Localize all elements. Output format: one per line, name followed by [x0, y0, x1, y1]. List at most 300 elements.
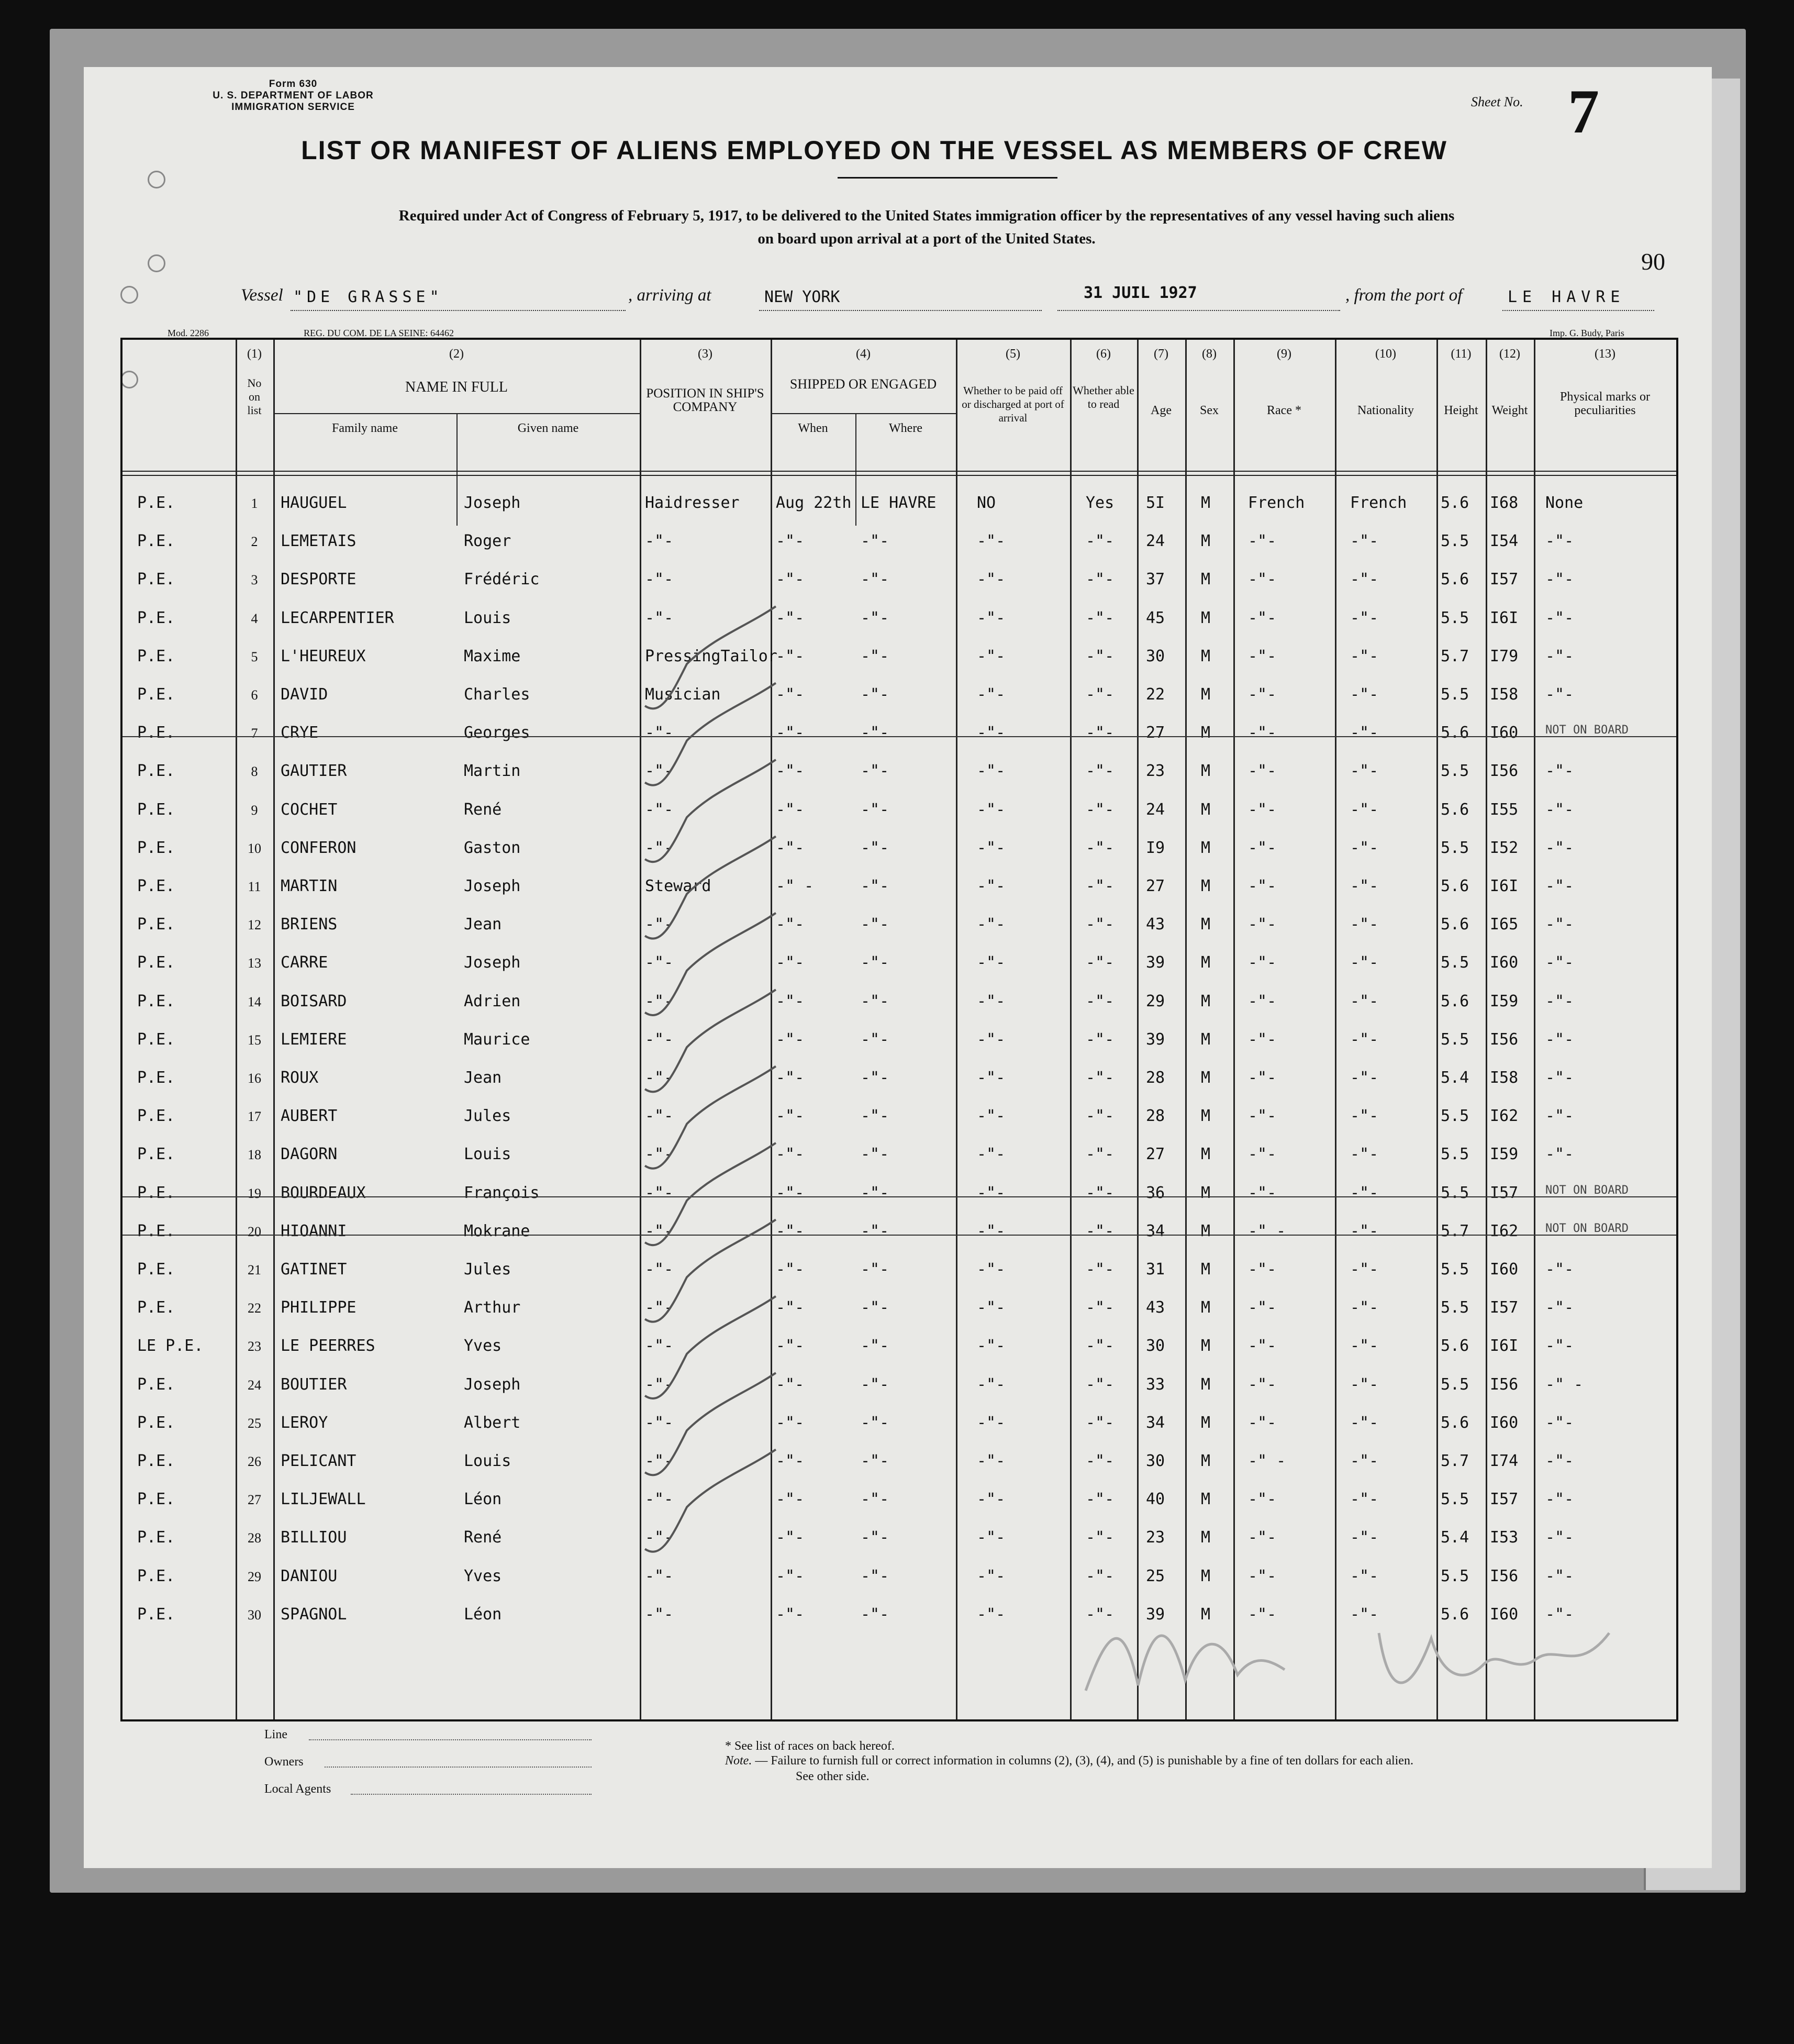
nationality-cell: -"-: [1350, 1490, 1379, 1509]
physical-marks-cell: -"-: [1545, 800, 1574, 819]
family-name-cell: GAUTIER: [281, 762, 347, 781]
height-cell: 5.6: [1441, 992, 1469, 1010]
paid-off-cell: -"-: [977, 992, 1006, 1010]
sex-cell: M: [1201, 992, 1211, 1010]
nationality-cell: -"-: [1350, 762, 1379, 781]
height-cell: 5.5: [1441, 1567, 1469, 1585]
family-name-cell: LILJEWALL: [281, 1490, 366, 1509]
col-weight: Weight: [1491, 404, 1528, 417]
paid-off-cell: -"-: [977, 1107, 1006, 1126]
race-cell: -"-: [1248, 532, 1277, 551]
age-cell: 43: [1146, 915, 1165, 934]
position-cell: -"-: [645, 1452, 674, 1470]
age-cell: 23: [1146, 762, 1165, 781]
table-row: [122, 1177, 1676, 1215]
physical-marks-cell: -"-: [1545, 532, 1574, 551]
weight-cell: I6I: [1490, 1337, 1519, 1356]
physical-marks-cell: -"-: [1545, 1528, 1574, 1547]
physical-marks-cell: -"-: [1545, 685, 1574, 704]
nationality-cell: -"-: [1350, 838, 1379, 857]
family-name-cell: BOUTIER: [281, 1375, 347, 1394]
height-cell: 5.5: [1441, 1183, 1469, 1202]
paid-off-cell: -"-: [977, 800, 1006, 819]
form-header: [194, 79, 393, 113]
shipped-when-cell: -"-: [776, 1107, 805, 1126]
given-name-cell: Frédéric: [464, 570, 540, 589]
row-number-cell: 29: [248, 1569, 261, 1584]
person-status-cell: P.E.: [137, 1069, 175, 1087]
table-row: [122, 526, 1676, 563]
shipped-where-cell: -"-: [861, 1298, 889, 1317]
age-cell: 37: [1146, 570, 1165, 589]
col-8-number: (8): [1202, 347, 1217, 361]
physical-marks-cell: -"-: [1545, 915, 1574, 934]
signature: [1065, 1570, 1641, 1717]
age-cell: 34: [1146, 1413, 1165, 1432]
vessel-info: [241, 286, 1654, 312]
footer-line-rule: [309, 1739, 592, 1740]
able-to-read-cell: -"-: [1086, 1221, 1115, 1240]
race-cell: -" -: [1248, 1452, 1286, 1470]
weight-cell: I57: [1490, 1183, 1519, 1202]
family-name-cell: DESPORTE: [281, 570, 356, 589]
shipped-when-cell: -"-: [776, 685, 805, 704]
shipped-when-cell: -"-: [776, 1030, 805, 1049]
able-to-read-cell: -"-: [1086, 1528, 1115, 1547]
row-number-cell: 23: [248, 1339, 261, 1354]
weight-cell: I60: [1490, 1413, 1519, 1432]
footer-agents-rule: [351, 1794, 592, 1795]
race-cell: -"-: [1248, 762, 1277, 781]
given-name-cell: Mokrane: [464, 1221, 530, 1240]
age-cell: 36: [1146, 1183, 1165, 1202]
person-status-cell: P.E.: [137, 494, 175, 512]
given-name-cell: François: [464, 1183, 540, 1202]
paid-off-cell: -"-: [977, 762, 1006, 781]
family-name-cell: BRIENS: [281, 915, 338, 934]
family-name-cell: DAGORN: [281, 1145, 338, 1164]
race-cell: -"-: [1248, 1030, 1277, 1049]
col-family-name: Family name: [332, 421, 398, 435]
able-to-read-cell: -"-: [1086, 608, 1115, 627]
sex-cell: M: [1201, 800, 1211, 819]
able-to-read-cell: -"-: [1086, 1605, 1115, 1624]
height-cell: 5.5: [1441, 1375, 1469, 1394]
weight-cell: I6I: [1490, 608, 1519, 627]
shipped-when-cell: -"-: [776, 1490, 805, 1509]
row-number-cell: 16: [248, 1071, 261, 1086]
age-cell: 22: [1146, 685, 1165, 704]
weight-cell: I59: [1490, 992, 1519, 1010]
age-cell: 27: [1146, 1145, 1165, 1164]
shipped-where-cell: -"-: [861, 838, 889, 857]
race-cell: -"-: [1248, 570, 1277, 589]
shipped-where-cell: -"-: [861, 532, 889, 551]
race-cell: -"-: [1248, 1337, 1277, 1356]
shipped-where-cell: LE HAVRE: [861, 494, 937, 512]
family-name-cell: SPAGNOL: [281, 1605, 347, 1624]
shipped-where-cell: -"-: [861, 1260, 889, 1279]
able-to-read-cell: -"-: [1086, 762, 1115, 781]
position-cell: -"-: [645, 1030, 674, 1049]
person-status-cell: P.E.: [137, 1183, 175, 1202]
weight-cell: I57: [1490, 1298, 1519, 1317]
weight-cell: I56: [1490, 1375, 1519, 1394]
name-subrule: [273, 413, 640, 414]
weight-cell: I56: [1490, 1030, 1519, 1049]
shipped-when-cell: -"-: [776, 1260, 805, 1279]
able-to-read-cell: -"-: [1086, 647, 1115, 665]
sex-cell: M: [1201, 1069, 1211, 1087]
row-number-cell: 24: [248, 1377, 261, 1393]
position-cell: -"-: [645, 1145, 674, 1164]
col-2-number: (2): [449, 347, 464, 361]
shipped-where-cell: -"-: [861, 1337, 889, 1356]
physical-marks-cell: None: [1545, 494, 1584, 512]
age-cell: 30: [1146, 1337, 1165, 1356]
nationality-cell: -"-: [1350, 915, 1379, 934]
able-to-read-cell: -"-: [1086, 1145, 1115, 1164]
paid-off-cell: -"-: [977, 1145, 1006, 1164]
position-cell: -"-: [645, 953, 674, 972]
height-cell: 5.5: [1441, 1298, 1469, 1317]
table-row: [122, 641, 1676, 679]
row-number-cell: 11: [248, 879, 261, 894]
person-status-cell: P.E.: [137, 647, 175, 665]
printer: Imp. G. Budy, Paris: [1550, 328, 1624, 338]
family-name-cell: BOURDEAUX: [281, 1183, 366, 1202]
family-name-cell: DAVID: [281, 685, 328, 704]
weight-cell: I59: [1490, 1145, 1519, 1164]
shipped-where-cell: -"-: [861, 1030, 889, 1049]
row-number-cell: 15: [248, 1032, 261, 1048]
table-row: [122, 832, 1676, 870]
shipped-when-cell: -"-: [776, 1413, 805, 1432]
position-cell: -"-: [645, 1413, 674, 1432]
given-name-cell: Léon: [464, 1490, 502, 1509]
physical-marks-cell: NOT ON BOARD: [1545, 1221, 1629, 1235]
height-cell: 5.5: [1441, 953, 1469, 972]
nationality-cell: -"-: [1350, 1221, 1379, 1240]
table-row: [122, 986, 1676, 1024]
position-cell: -"-: [645, 608, 674, 627]
able-to-read-cell: -"-: [1086, 1452, 1115, 1470]
nationality-cell: -"-: [1350, 1107, 1379, 1126]
shipped-where-cell: -"-: [861, 877, 889, 895]
able-to-read-cell: -"-: [1086, 1183, 1115, 1202]
paid-off-cell: -"-: [977, 1337, 1006, 1356]
footer-races-note: * See list of races on back hereof.: [725, 1739, 895, 1753]
weight-cell: I58: [1490, 1069, 1519, 1087]
age-cell: 30: [1146, 647, 1165, 665]
position-cell: -"-: [645, 762, 674, 781]
given-name-cell: Léon: [464, 1605, 502, 1624]
col-10-number: (10): [1375, 347, 1396, 361]
given-name-cell: Charles: [464, 685, 530, 704]
able-to-read-cell: -"-: [1086, 953, 1115, 972]
given-name-cell: Maxime: [464, 647, 521, 665]
nationality-cell: -"-: [1350, 724, 1379, 742]
position-cell: -"-: [645, 992, 674, 1010]
shipped-when-cell: -"-: [776, 800, 805, 819]
person-status-cell: P.E.: [137, 1030, 175, 1049]
sex-cell: M: [1201, 1567, 1211, 1585]
nationality-cell: -"-: [1350, 992, 1379, 1010]
able-to-read-cell: Yes: [1086, 494, 1115, 512]
weight-cell: I52: [1490, 838, 1519, 857]
shipped-where-cell: -"-: [861, 1183, 889, 1202]
sex-cell: M: [1201, 1221, 1211, 1240]
row-number-cell: 30: [248, 1607, 261, 1623]
given-name-cell: René: [464, 800, 502, 819]
person-status-cell: P.E.: [137, 1605, 175, 1624]
height-cell: 5.6: [1441, 1413, 1469, 1432]
physical-marks-cell: -"-: [1545, 1069, 1574, 1087]
shipped-when-cell: -"-: [776, 1183, 805, 1202]
physical-marks-cell: -"-: [1545, 838, 1574, 857]
nationality-cell: -"-: [1350, 877, 1379, 895]
physical-marks-cell: -"-: [1545, 647, 1574, 665]
row-number-cell: 10: [248, 840, 261, 856]
department: U. S. DEPARTMENT OF LABOR: [213, 90, 374, 101]
weight-cell: I60: [1490, 1605, 1519, 1624]
row-number-cell: 20: [248, 1224, 261, 1239]
race-cell: -"-: [1248, 1528, 1277, 1547]
physical-marks-cell: -"-: [1545, 1030, 1574, 1049]
nationality-cell: -"-: [1350, 570, 1379, 589]
strike-through-line: [122, 1196, 1676, 1197]
able-to-read-cell: -"-: [1086, 838, 1115, 857]
race-cell: -"-: [1248, 1605, 1277, 1624]
weight-cell: I53: [1490, 1528, 1519, 1547]
family-name-cell: MARTIN: [281, 877, 338, 895]
given-name-cell: Joseph: [464, 494, 521, 512]
person-status-cell: P.E.: [137, 992, 175, 1010]
sex-cell: M: [1201, 1183, 1211, 1202]
table-row: [122, 679, 1676, 717]
table-row: [122, 1216, 1676, 1253]
physical-marks-cell: -" -: [1545, 1375, 1584, 1394]
given-name-cell: Jean: [464, 1069, 502, 1087]
sheet-number: 7: [1568, 76, 1599, 146]
weight-cell: I54: [1490, 532, 1519, 551]
height-cell: 5.5: [1441, 685, 1469, 704]
shipped-where-cell: -"-: [861, 992, 889, 1010]
table-row: [122, 871, 1676, 908]
person-status-cell: P.E.: [137, 1145, 175, 1164]
shipped-where-cell: -"-: [861, 1567, 889, 1585]
able-to-read-cell: -"-: [1086, 877, 1115, 895]
row-number-cell: 17: [248, 1109, 261, 1125]
able-to-read-cell: -"-: [1086, 1490, 1115, 1509]
sex-cell: M: [1201, 1375, 1211, 1394]
physical-marks-cell: -"-: [1545, 570, 1574, 589]
sex-cell: M: [1201, 1298, 1211, 1317]
physical-marks-cell: -"-: [1545, 877, 1574, 895]
family-name-cell: BOISARD: [281, 992, 347, 1010]
weight-cell: I68: [1490, 494, 1519, 512]
family-name-cell: LECARPENTIER: [281, 608, 394, 627]
able-to-read-cell: -"-: [1086, 1107, 1115, 1126]
person-status-cell: P.E.: [137, 1260, 175, 1279]
able-to-read-cell: -"-: [1086, 800, 1115, 819]
page-title: LIST OR MANIFEST OF ALIENS EMPLOYED ON THE VESSEL AS MEMBERS OF CREW: [301, 136, 1447, 165]
paid-off-cell: -"-: [977, 1605, 1006, 1624]
shipped-subrule: [771, 413, 956, 414]
shipped-when-cell: -"-: [776, 724, 805, 742]
paid-off-cell: -"-: [977, 1221, 1006, 1240]
col-7-number: (7): [1154, 347, 1168, 361]
person-status-cell: P.E.: [137, 838, 175, 857]
col-age: Age: [1151, 404, 1172, 417]
person-status-cell: P.E.: [137, 1528, 175, 1547]
sex-cell: M: [1201, 494, 1211, 512]
weight-cell: I57: [1490, 1490, 1519, 1509]
col-physical-marks: Physical marks or peculiarities: [1560, 390, 1650, 417]
person-status-cell: P.E.: [137, 1452, 175, 1470]
paid-off-cell: -"-: [977, 915, 1006, 934]
given-name-cell: Yves: [464, 1567, 502, 1585]
height-cell: 5.5: [1441, 1145, 1469, 1164]
row-number-cell: 26: [248, 1454, 261, 1469]
family-name-cell: PELICANT: [281, 1452, 356, 1470]
family-name-cell: BILLIOU: [281, 1528, 347, 1547]
row-number-cell: 13: [248, 956, 261, 971]
table-row: [122, 1369, 1676, 1407]
age-cell: I9: [1146, 838, 1165, 857]
height-cell: 5.5: [1441, 1030, 1469, 1049]
race-cell: -"-: [1248, 953, 1277, 972]
shipped-where-cell: -"-: [861, 762, 889, 781]
col-13-number: (13): [1595, 347, 1615, 361]
height-cell: 5.6: [1441, 1605, 1469, 1624]
sex-cell: M: [1201, 1413, 1211, 1432]
family-name-cell: PHILIPPE: [281, 1298, 356, 1317]
shipped-when-cell: -"-: [776, 608, 805, 627]
sex-cell: M: [1201, 1490, 1211, 1509]
row-number-cell: 9: [251, 802, 258, 818]
race-cell: -"-: [1248, 685, 1277, 704]
from-label: , from the port of: [1345, 286, 1463, 305]
col-paid-off: Whether to be paid off or discharged at port of arrival: [962, 384, 1064, 424]
shipped-when-cell: -"-: [776, 915, 805, 934]
age-cell: 27: [1146, 877, 1165, 895]
position-cell: -"-: [645, 1605, 674, 1624]
col-nationality: Nationality: [1357, 404, 1414, 417]
able-to-read-cell: -"-: [1086, 915, 1115, 934]
col-height: Height: [1444, 404, 1478, 417]
col-race: Race *: [1267, 404, 1301, 417]
height-cell: 5.7: [1441, 1221, 1469, 1240]
row-number-cell: 22: [248, 1301, 261, 1316]
row-number-cell: 18: [248, 1147, 261, 1163]
race-cell: -" -: [1248, 1221, 1286, 1240]
nationality-cell: -"-: [1350, 685, 1379, 704]
table-row: [122, 1407, 1676, 1445]
position-cell: -"-: [645, 1528, 674, 1547]
race-cell: -"-: [1248, 1260, 1277, 1279]
shipped-when-cell: -"-: [776, 1298, 805, 1317]
paid-off-cell: -"-: [977, 1069, 1006, 1087]
weight-cell: I60: [1490, 953, 1519, 972]
shipped-where-cell: -"-: [861, 647, 889, 665]
shipped-when-cell: -"-: [776, 838, 805, 857]
family-name-cell: HIOANNI: [281, 1221, 347, 1240]
page-mark: 90: [1641, 248, 1665, 275]
note-label: Note.: [725, 1754, 752, 1768]
weight-cell: I56: [1490, 762, 1519, 781]
table-row: [122, 1484, 1676, 1521]
shipped-where-cell: -"-: [861, 915, 889, 934]
footer-agents-label: Local Agents: [264, 1782, 331, 1796]
position-cell: -"-: [645, 1183, 674, 1202]
nationality-cell: French: [1350, 494, 1407, 512]
position-cell: -"-: [645, 724, 674, 742]
paid-off-cell: -"-: [977, 1490, 1006, 1509]
row-number-cell: 6: [251, 687, 258, 703]
strike-through-line: [122, 1235, 1676, 1236]
height-cell: 5.7: [1441, 647, 1469, 665]
shipped-where-cell: -"-: [861, 1528, 889, 1547]
col-9-number: (9): [1277, 347, 1291, 361]
age-cell: 45: [1146, 608, 1165, 627]
age-cell: 30: [1146, 1452, 1165, 1470]
family-name-cell: LEROY: [281, 1413, 328, 1432]
position-cell: -"-: [645, 1260, 674, 1279]
age-cell: 5I: [1146, 494, 1165, 512]
table-row: [122, 794, 1676, 832]
physical-marks-cell: -"-: [1545, 1337, 1574, 1356]
family-name-cell: L'HEUREUX: [281, 647, 366, 665]
person-status-cell: P.E.: [137, 1413, 175, 1432]
table-row: [122, 1062, 1676, 1100]
shipped-when-cell: -"-: [776, 1069, 805, 1087]
family-name-cell: AUBERT: [281, 1107, 338, 1126]
age-cell: 31: [1146, 1260, 1165, 1279]
row-number-cell: 12: [248, 917, 261, 933]
row-number-cell: 1: [251, 496, 258, 511]
table-row: [122, 1330, 1676, 1368]
race-cell: -"-: [1248, 1183, 1277, 1202]
row-number-cell: 5: [251, 649, 258, 664]
height-cell: 5.6: [1441, 570, 1469, 589]
weight-cell: I58: [1490, 685, 1519, 704]
weight-cell: I74: [1490, 1452, 1519, 1470]
table-row: [122, 947, 1676, 985]
family-name-cell: LEMETAIS: [281, 532, 356, 551]
shipped-when-cell: -"-: [776, 1567, 805, 1585]
form-number: Form 630: [269, 79, 318, 90]
given-name-cell: Georges: [464, 724, 530, 742]
footer-owners-label: Owners: [264, 1755, 304, 1769]
height-cell: 5.6: [1441, 915, 1469, 934]
col-3-number: (3): [698, 347, 712, 361]
sex-cell: M: [1201, 685, 1211, 704]
position-cell: Haidresser: [645, 494, 740, 512]
physical-marks-cell: -"-: [1545, 1413, 1574, 1432]
nationality-cell: -"-: [1350, 1145, 1379, 1164]
age-cell: 24: [1146, 800, 1165, 819]
date-underline: [1057, 309, 1340, 311]
paid-off-cell: -"-: [977, 877, 1006, 895]
tick-marks: [640, 434, 860, 1691]
physical-marks-cell: -"-: [1545, 953, 1574, 972]
given-name-cell: Yves: [464, 1337, 502, 1356]
shipped-when-cell: -"-: [776, 953, 805, 972]
given-name-cell: René: [464, 1528, 502, 1547]
title-rule: [838, 177, 1057, 179]
sex-cell: M: [1201, 608, 1211, 627]
